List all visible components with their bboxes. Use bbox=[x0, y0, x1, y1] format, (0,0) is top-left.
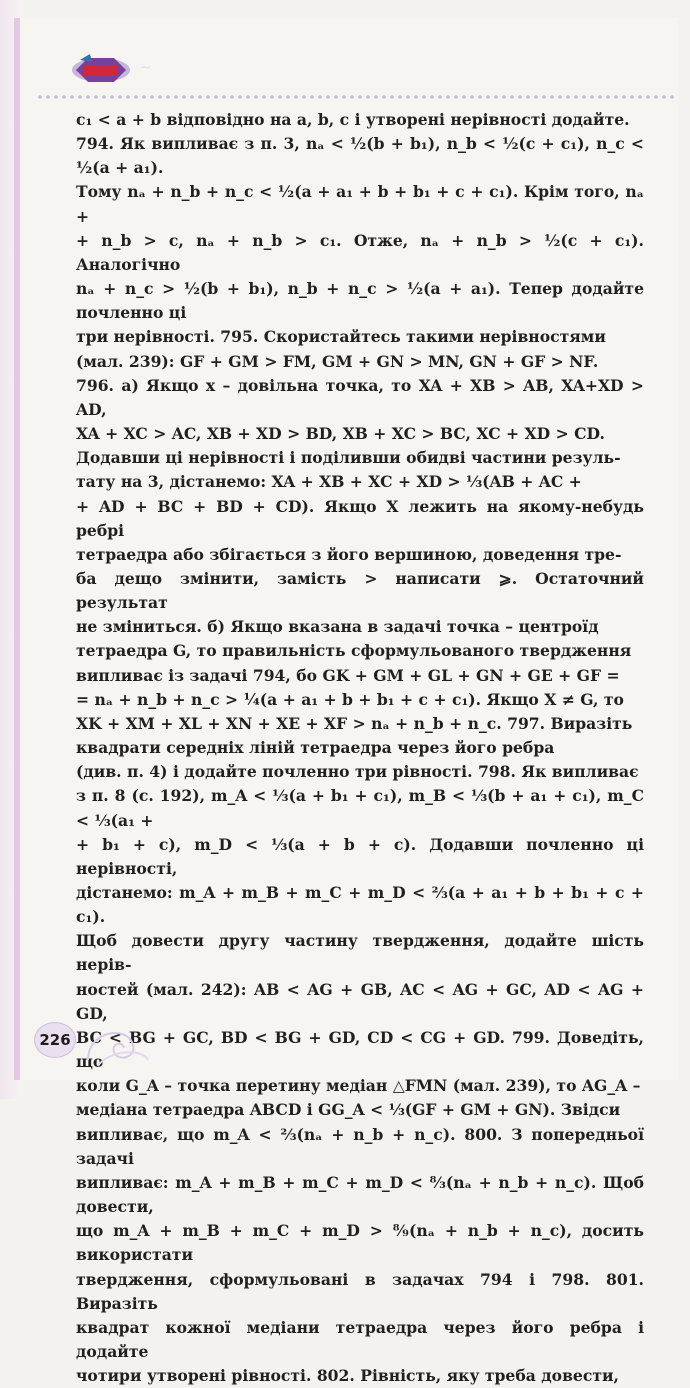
text-line: nₐ + n_c > ½(b + b₁), n_b + n_c > ½(a + a₁). Тепер додайте почленно ці bbox=[76, 279, 644, 323]
text-line: випливає із задачі 794, бо GK + GM + GL + GN + GE + GF = bbox=[76, 665, 620, 685]
text-line: + n_b > c, nₐ + n_b > c₁. Отже, nₐ + n_b > ½(c + c₁). Аналогічно bbox=[76, 230, 644, 274]
page-body-text bbox=[76, 108, 644, 1388]
text-line: квадрати середніх ліній тетраедра через його ребра bbox=[76, 738, 555, 758]
text-line: твердження, сформульовані в задачах 794 і 798. 801. Виразіть bbox=[76, 1269, 644, 1313]
text-line: дістанемо: m_A + m_B + m_C + m_D < ⅔(a + a₁ + b + b₁ + c + c₁). bbox=[76, 883, 644, 927]
text-line: (мал. 239): GF + GM > FM, GM + GN > MN, GN + GF > NF. bbox=[76, 351, 599, 371]
text-line: випливає: m_A + m_B + m_C + m_D < ⁸⁄₃(nₐ + n_b + n_c). Щоб довести, bbox=[76, 1172, 644, 1217]
header-faded-mark: ~ bbox=[140, 60, 152, 76]
header-dotted-divider bbox=[36, 94, 676, 100]
text-line: медіана тетраедра ABCD і GG_A < ⅓(GF + GM + GN). Звідси bbox=[76, 1100, 621, 1120]
chapter-logo-icon bbox=[70, 50, 132, 86]
text-line: з п. 8 (с. 192), m_A < ⅓(a + b₁ + c₁), m_B < ⅓(b + a₁ + c₁), m_C < ⅓(a₁ + bbox=[76, 786, 644, 830]
text-line: чотири утворені рівності. 802. Рівність, яку треба довести, bbox=[76, 1366, 619, 1386]
text-line: випливає, що m_A < ⅔(nₐ + n_b + n_c). 800. З попередньої задачі bbox=[76, 1124, 644, 1168]
text-line: XA + XC > AC, XB + XD > BD, XB + XC > BC, XC + XD > CD. bbox=[76, 424, 605, 444]
text-line: BC < BG + GC, BD < BG + GD, CD < CG + GD. 799. Доведіть, що bbox=[76, 1027, 644, 1072]
page-number: 226 bbox=[34, 1022, 76, 1058]
text-line: тату на 3, дістанемо: XA + XB + XC + XD > ⅓(AB + AC + bbox=[76, 472, 582, 492]
text-line: квадрат кожної медіани тетраедра через його ребра і додайте bbox=[76, 1317, 644, 1361]
text-line: ба дещо змінити, замість > написати ⩾. Остаточний результат bbox=[76, 568, 644, 613]
text-line: c₁ < a + b відповідно на a, b, c і утворені нерівності додайте. bbox=[76, 110, 630, 129]
text-line: = nₐ + n_b + n_c > ¼(a + a₁ + b + b₁ + c + c₁). Якщо X ≠ G, то bbox=[76, 689, 624, 709]
text-line: XK + XM + XL + XN + XE + XF > nₐ + n_b + n_c. 797. Виразіть bbox=[76, 713, 633, 733]
text-line: ностей (мал. 242): AB < AG + GB, AC < AG + GC, AD < AG + GD, bbox=[76, 979, 644, 1023]
text-line: тетраедра G, то правильність сформульованого твердження bbox=[76, 641, 632, 661]
text-line: + b₁ + c), m_D < ⅓(a + b + c). Додавши почленно ці нерівності, bbox=[76, 834, 644, 878]
decorative-swirl-icon bbox=[78, 1010, 158, 1070]
text-line: 796. а) Якщо x – довільна точка, то XA + XB > AB, XA+XD > AD, bbox=[76, 375, 644, 419]
text-line: (див. п. 4) і додайте почленно три рівності. 798. Як випливає bbox=[76, 762, 639, 782]
text-line: тетраедра або збігається з його вершиною, доведення тре- bbox=[76, 544, 622, 564]
text-line: коли G_A – точка перетину медіан △FMN (мал. 239), то AG_A – bbox=[76, 1076, 641, 1096]
text-line: що m_A + m_B + m_C + m_D > ⁸⁄₉(nₐ + n_b + n_c), досить використати bbox=[76, 1221, 644, 1265]
text-line: 794. Як випливає з п. 3, nₐ < ½(b + b₁), n_b < ½(c + c₁), n_c < ½(a + a₁). bbox=[76, 134, 644, 178]
text-line: не зміниться. б) Якщо вказана в задачі точка – центроїд bbox=[76, 617, 599, 637]
text-line: Щоб довести другу частину твердження, додайте шість нерів- bbox=[76, 931, 644, 975]
text-line: Тому nₐ + n_b + n_c < ½(a + a₁ + b + b₁ + c + c₁). Крім того, nₐ + bbox=[76, 182, 644, 226]
text-line: Додавши ці нерівності і поділивши обидві частини резуль- bbox=[76, 448, 621, 468]
text-line: три нерівності. 795. Скористайтесь такими нерівностями bbox=[76, 327, 606, 347]
text-line: + AD + BC + BD + CD). Якщо X лежить на якому-небудь ребрі bbox=[76, 496, 644, 540]
